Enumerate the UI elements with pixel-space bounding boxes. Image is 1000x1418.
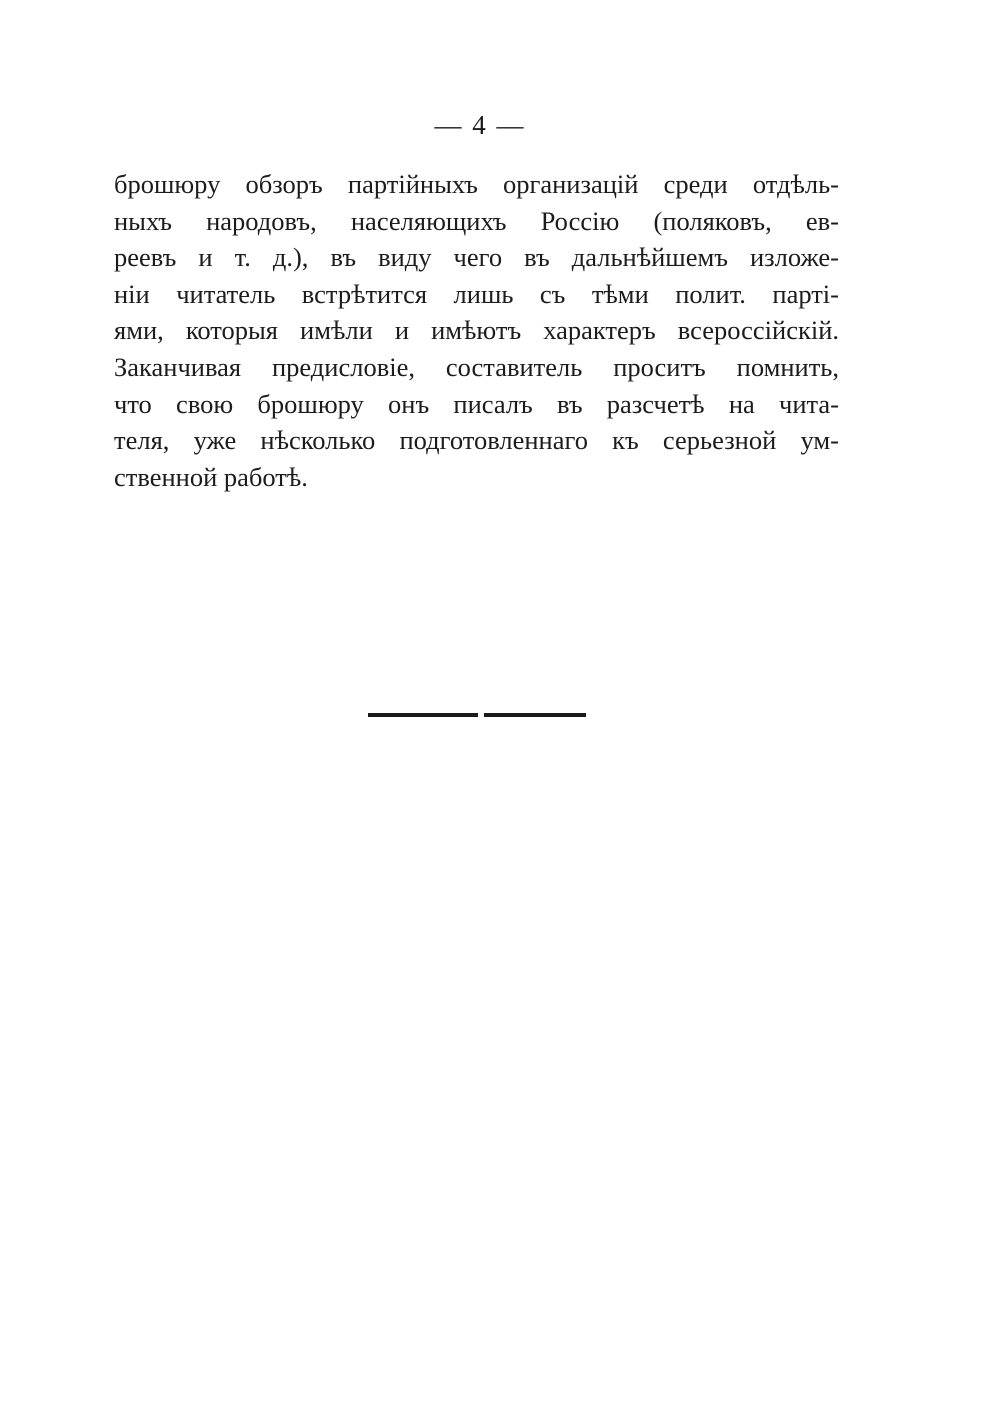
text-line: реевъ и т. д.), въ виду чего въ дальнѣйшемъ изложе- (114, 242, 839, 273)
section-divider-right (484, 713, 586, 717)
text-line: ніи читатель встрѣтится лишь съ тѣми полит. партi- (114, 278, 839, 309)
text-line: Заканчивая предисловіе, составитель проситъ помнить, (114, 351, 839, 382)
section-divider-left (368, 713, 478, 717)
text-line: теля, уже нѣсколько подготовленнаго къ серьезной ум- (114, 425, 839, 456)
page-number: — 4 — (434, 110, 526, 140)
text-line: ями, которыя имѣли и имѣютъ характеръ всероссійскій. (114, 315, 839, 346)
text-line: ныхъ народовъ, населяющихъ Россію (поляковъ, ев- (114, 205, 839, 236)
text-line: ственной работѣ. (114, 461, 308, 492)
body-paragraph (114, 166, 839, 495)
text-line: что свою брошюру онъ писалъ въ разсчетѣ на чита- (114, 388, 839, 419)
text-line: брошюру обзоръ партійныхъ организацій среди отдѣль- (114, 169, 839, 199)
